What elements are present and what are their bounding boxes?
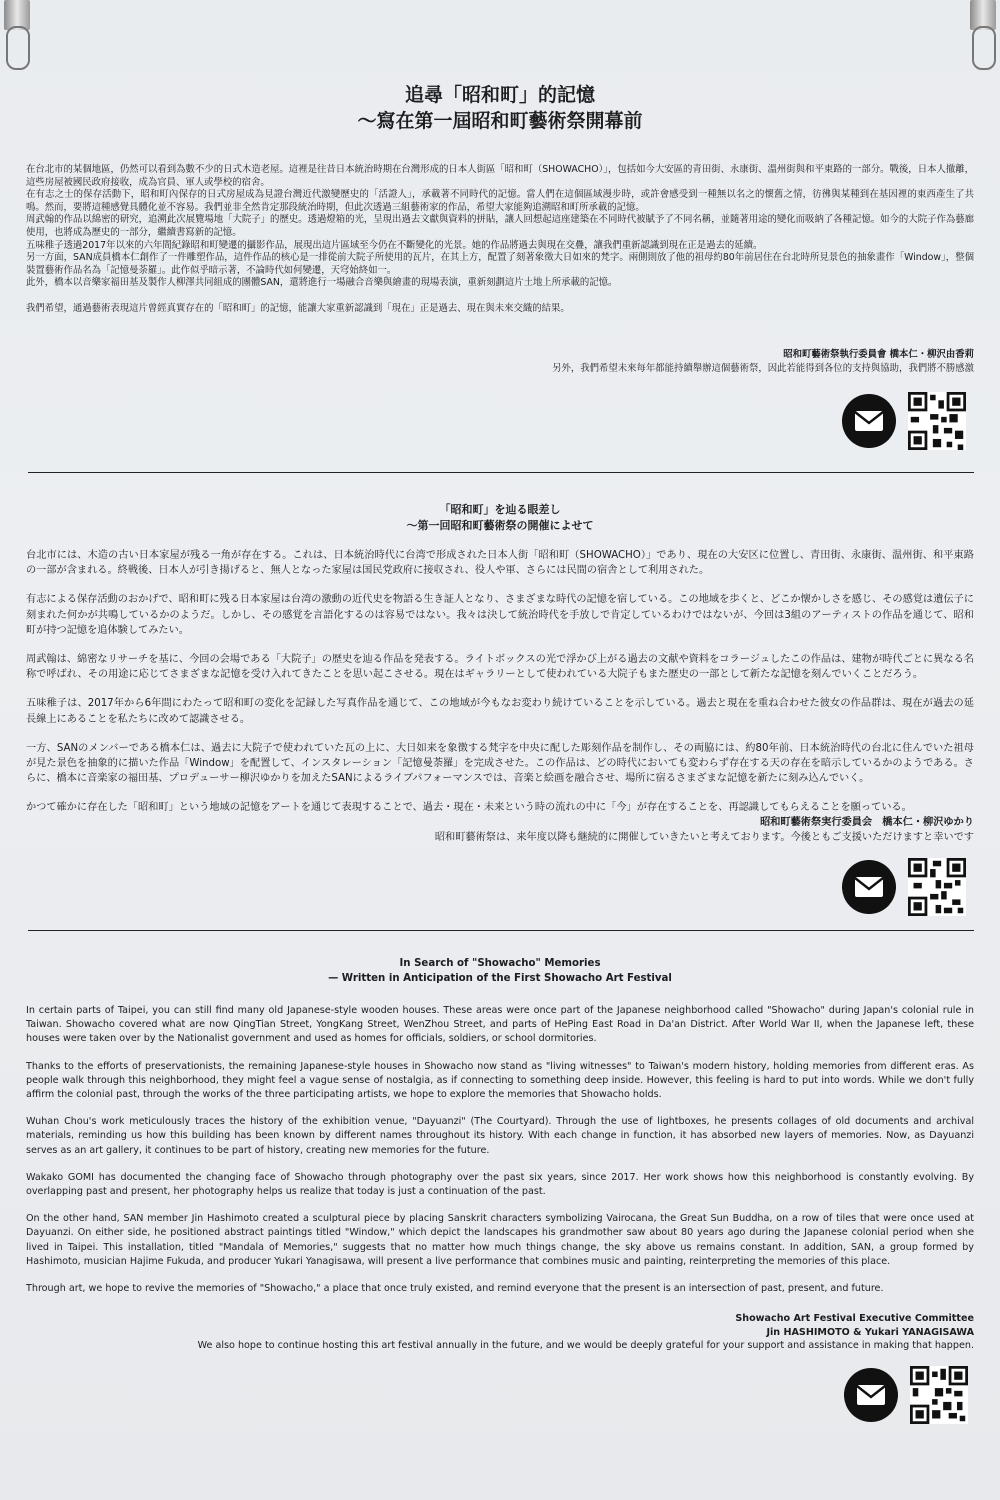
zh-paragraph: 另一方面，SAN成員橋本仁創作了一件雕塑作品，這件作品的核心是一排從前大院子所使用的瓦片，在其上方，配置了刻著象徵大日如來的梵字。兩側則放了他的祖母約80年前居住在台北時所見景色的抽象畫作「Window」，整個裝置藝術作品名為「記憶曼荼羅」。此作似乎暗示著，不論時代如何變遷，天穹始終如一。 [26, 252, 974, 276]
divider [28, 930, 974, 931]
en-paragraph: Thanks to the efforts of preservationists, the remaining Japanese-style houses in Showacho now stand as "living witnesses" to Taiwan's modern history, holding memories from different eras. As people walk through this neighborhood, they might feel a vague sense of nostalgia, as if connecting to something deep inside. However, this feeling is hard to put into words. While we don't fully affirm the colonial past, through the works of the three participating artists, we hope to explore the memories that Showacho holds. [26, 1060, 974, 1101]
zh-section [26, 82, 974, 134]
en-signature-block [26, 1312, 974, 1353]
ja-signature: 昭和町藝術祭実行委員会 橋本仁・柳沢ゆかり [760, 817, 974, 828]
ja-section [26, 502, 974, 534]
qr-code-icon[interactable] [908, 392, 966, 450]
en-note: We also hope to continue hosting this art festival annually in the future, and we would be deeply grateful for your support and assistance in making that happen. [197, 1340, 974, 1352]
zh-paragraph: 周武翰的作品以綿密的研究，追溯此次展覽場地「大院子」的歷史。透過燈箱的光，呈現出過去文獻與資料的拼貼，讓人回想起這座建築在不同時代被賦予了不同名稱，並隨著用途的變化而吸納了各種記憶。如今的大院子作為藝廊使用，也將成為歷史的一部分，繼續書寫新的記憶。 [26, 214, 974, 238]
zh-paragraph: 五味稚子透過2017年以來的六年間紀錄昭和町變遷的攝影作品，展現出這片區域至今仍在不斷變化的光景。她的作品將過去與現在交疊，讓我們重新認識到現在正是過去的延續。 [26, 239, 763, 251]
zh-paragraph: 在有志之士的保存活動下，昭和町內保存的日式房屋成為見證台灣近代激變歷史的「活證人」，承載著不同時代的記憶。當人們在這個區域漫步時，或許會感受到一種無以名之的懷舊之情，彷彿與某種到在基因裡的東西產生了共鳴。然而，要將這種感覺具體化並不容易。我們並非全然肯定那段統治時期，但此次透過三組藝術家的作品，希望大家能夠追溯昭和町所承載的記憶。 [26, 189, 974, 213]
zh-note: 另外，我們希望未來每年都能持續舉辦這個藝術祭，因此若能得到各位的支持與協助，我們將不勝感激 [552, 363, 974, 374]
ja-paragraph: 台北市には、木造の古い日本家屋が残る一角が存在する。これは、日本統治時代に台湾で形成された日本人街「昭和町（SHOWACHO）」であり、現在の大安区に位置し、青田街、永康街、温州街、和平東路の一部が含まれる。終戦後、日本人が引き揚げると、無人となった家屋は国民党政府に接収され、役人や軍、さらには民間の宿舎として利用された。 [26, 550, 974, 577]
en-title: In Search of "Showacho" Memories [399, 958, 601, 969]
zh-paragraph: 在台北市的某個地區，仍然可以看到為數不少的日式木造老屋。這裡是往昔日本統治時期在台灣形成的日本人街區「昭和町（SHOWACHO）」，包括如今大安區的青田街、永康街、溫州街與和平東路的一部分。戰後，日本人撤離，這些房屋被國民政府接收，成為官員、軍人或學校的宿舍。 [26, 164, 974, 188]
ja-body [26, 548, 974, 816]
ja-paragraph: 周武翰は、綿密なリサーチを基に、今回の会場である「大院子」の歴史を辿る作品を発表する。ライトボックスの光で浮かび上がる過去の文献や資料をコラージュしたこの作品は、建物が時代ごとに異なる名称で呼ばれ、その用途に応じてさまざまな記憶を受け入れてきたことを思い起こさせる。現在はギャラリーとして使われている大院子もまた歴史の一部として新たな記憶を刻んでいくことだろう。 [26, 654, 974, 681]
binder-clip-right [966, 0, 1000, 68]
zh-subtitle: ～寫在第一屆昭和町藝術祭開幕前 [357, 110, 643, 132]
ja-paragraph: 一方、SANのメンバーである橋本仁は、過去に大院子で使われていた瓦の上に、大日如来を象徴する梵字を中央に配した彫刻作品を制作し、その両脇には、約80年前、日本統治時代の台北に住んでいた祖母が見た景色を抽象的に描いた作品「Window」を配置して、インスタレーション「記憶曼荼羅」を完成させた。この作品は、どの時代においても変わらず存在する天の存在を暗示しているかのようである。さらに、橋本に音楽家の福田基、プロデューサー柳沢ゆかりを加えたSANによるライブパフォーマンスでは、音楽と絵画を融合させ、場所に宿るさまざまな記憶を新たに刻み込んでいく。 [26, 742, 974, 785]
ja-contact [842, 858, 966, 916]
zh-title: 追尋「昭和町」的記憶 [404, 84, 595, 106]
zh-contact [842, 392, 966, 450]
ja-subtitle: ～第一回昭和町藝術祭の開催によせて [406, 519, 594, 532]
en-body [26, 1004, 974, 1296]
en-paragraph: Wuhan Chou's work meticulously traces the history of the exhibition venue, "Dayuanzi" (The Courtyard). Through the use of lightboxes, he presents collages of old documents and archival materials, reminding us how this building has been known by different names throughout its history. With each change in function, it has absorbed new layers of memories. Now, as Dayuanzi serves as an art gallery, it continues to be part of history, creating new memories for the future. [26, 1116, 974, 1156]
zh-signature: 昭和町藝術祭執行委員會 橋本仁・柳沢由香莉 [783, 349, 974, 360]
mail-icon[interactable] [844, 1368, 898, 1422]
en-section [26, 956, 974, 986]
ja-paragraph: かつて確かに存在した「昭和町」という地域の記憶をアートを通じて表現することで、過去・現在・未来という時の流れの中に「今」が存在することを、再認識してもらえることを願っている。 [26, 802, 912, 814]
mail-icon[interactable] [842, 860, 896, 914]
mail-icon[interactable] [842, 394, 896, 448]
ja-signature-block [26, 815, 974, 845]
divider [28, 472, 974, 473]
zh-paragraph: 此外，橋本以音樂家福田基及製作人柳澤共同組成的團體SAN，還將進行一場融合音樂與繪畫的現場表演，重新刻劃這片土地上所承載的記憶。 [26, 277, 618, 289]
zh-body [26, 164, 974, 316]
ja-paragraph: 五味稚子は、2017年から6年間にわたって昭和町の変化を記録した写真作品を通じて、この地域が今もなお変わり続けていることを示している。過去と現在を重ね合わせた彼女の作品群は、現在が過去の延長線上にあることを私たちに改めて認識させる。 [26, 698, 974, 725]
ja-paragraph: 有志による保存活動のおかげで、昭和町に残る日本家屋は台湾の激動の近代史を物語る生き証人となり、さまざまな時代の記憶を宿している。この地域を歩くと、どこか懐かしさを感じ、その感覚は遺伝子に刻まれた何かが共鳴しているかのようだ。しかし、その感覚を言語化するのは容易ではない。我々は決して統治時代を手放しで肯定しているわけではないが、今回は3組のアーティストの作品を通じて、昭和町が持つ記憶を追体験してみたい。 [26, 594, 974, 636]
en-paragraph: In certain parts of Taipei, you can still find many old Japanese-style wooden houses. These areas were once part of the Japanese neighborhood called "Showacho" during Japan's colonial rule in Taiwan. Showacho covered what are now QingTian Street, YongKang Street, WenZhou Street, and parts of HePing East Road in Da'an District. After World War II, when the Japanese left, these houses were taken over by the Nationalist government and used as homes for officials, soldiers, or school dormitories. [26, 1005, 974, 1045]
zh-paragraph: 我們希望，通過藝術表現這片曾經真實存在的「昭和町」的記憶，能讓大家重新認識到「現在」正是過去、現在與未來交織的結果。 [26, 302, 570, 314]
ja-note: 昭和町藝術祭は、来年度以降も継続的に開催していきたいと考えております。今後ともご支援いただけますと幸いです [434, 832, 974, 843]
qr-code-icon[interactable] [908, 858, 966, 916]
en-signature-names: Jin HASHIMOTO & Yukari YANAGISAWA [766, 1326, 974, 1338]
en-signature-committee: Showacho Art Festival Executive Committee [735, 1313, 974, 1324]
en-paragraph: On the other hand, SAN member Jin Hashimoto created a sculptural piece by placing Sanskrit characters symbolizing Vairocana, the Great Sun Buddha, on a row of tiles that were once used at Dayuanzi. On either side, he positioned abstract paintings titled "Window," which depict the landscapes his grandmother saw about 80 years ago during the Japanese colonial period when she lived in Taipei. This installation, titled "Mandala of Memories," suggests that no matter how much things change, the sky above us remains constant. In addition, SAN, a group formed by Hashimoto, musician Hajime Fukuda, and producer Yukari Yanagisawa, will present a live performance that combines music and painting, reinterpreting the memories of this place. [26, 1213, 974, 1267]
ja-title: 「昭和町」を辿る眼差し [439, 503, 561, 516]
en-paragraph: Wakako GOMI has documented the changing face of Showacho through photography over the past six years, since 2017. Her work shows how this neighborhood is constantly evolving. By overlapping past and present, her photography helps us realize that today is just a continuation of the past. [26, 1171, 974, 1198]
en-paragraph: Through art, we hope to revive the memories of "Showacho," a place that once truly existed, and remind everyone that the present is an intersection of past, present, and future. [26, 1283, 884, 1295]
qr-code-icon[interactable] [910, 1366, 968, 1424]
en-subtitle: — Written in Anticipation of the First Showacho Art Festival [328, 973, 672, 984]
binder-clip-left [0, 0, 34, 68]
zh-signature-block [26, 348, 974, 376]
en-contact [844, 1366, 968, 1424]
